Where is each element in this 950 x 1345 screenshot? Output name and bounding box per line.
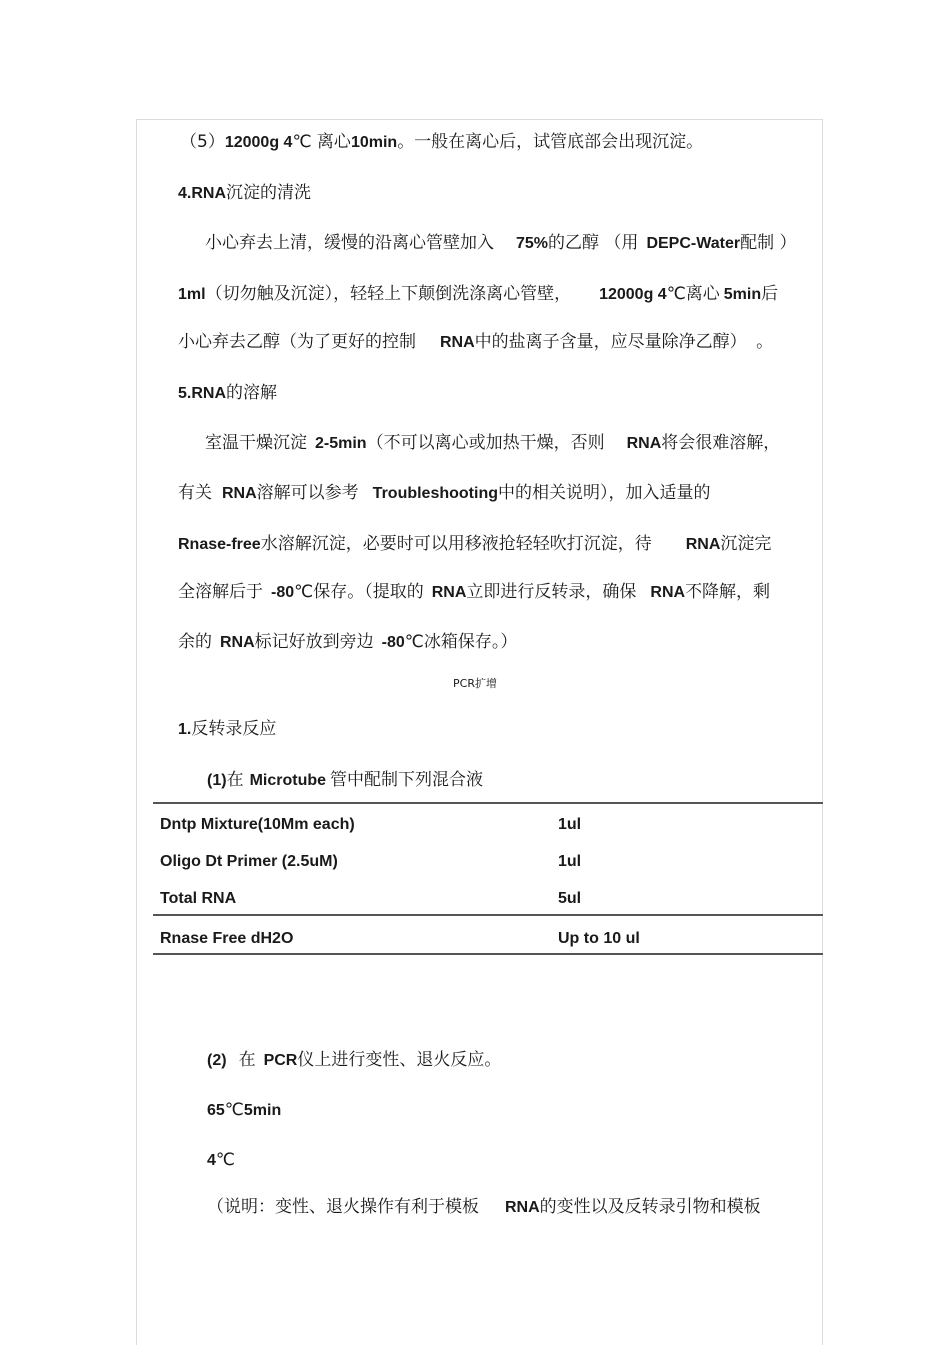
wash-line-1: 小心弃去上清，缓慢的沿离心管壁加入 75%的乙醇 （用 DEPC-Water配制 ）	[205, 233, 797, 253]
rt-step-1: (1)在 Microtube 管中配制下列混合液	[207, 770, 484, 790]
wash-line-3: 小心弃去乙醇（为了更好的控制 RNA中的盐离子含量，应尽量除净乙醇） 。	[178, 332, 774, 352]
dissolve-line-5: 余的 RNA标记好放到旁边 -80℃冰箱保存。）	[178, 632, 518, 652]
section-heading-rna-wash: 4.RNA沉淀的清洗	[178, 183, 312, 203]
explanation-note: （说明：变性、退火操作有利于模板 RNA的变性以及反转录引物和模板	[207, 1197, 761, 1217]
dissolve-line-3: Rnase-free水溶解沉淀，必要时可以用移液抢轻轻吹打沉淀，待 RNA沉淀完	[178, 534, 772, 554]
table-row: Dntp Mixture(10Mm each) 1ul	[160, 816, 582, 833]
table-top-rule	[153, 802, 823, 804]
pcr-amplification-heading: PCR扩增	[453, 677, 497, 690]
temperature-step-65: 65℃5min	[207, 1100, 282, 1120]
step-5-line: （5）12000g 4℃ 离心10min。一般在离心后，试管底部会出现沉淀。	[180, 132, 704, 152]
section-heading-rna-dissolve: 5.RNA的溶解	[178, 383, 278, 403]
temperature-step-4: 4℃	[207, 1150, 235, 1170]
dissolve-line-1: 室温干燥沉淀 2-5min（不可以离心或加热干燥，否则 RNA将会很难溶解，	[205, 433, 781, 453]
wash-line-2: 1ml（切勿触及沉淀），轻轻上下颠倒洗涤离心管壁， 12000g 4℃离心 5min后	[178, 284, 779, 304]
rt-step-2: (2) 在 PCR仪上进行变性、退火反应。	[207, 1050, 502, 1070]
table-row: Total RNA 5ul	[160, 890, 582, 907]
table-bottom-rule	[153, 953, 823, 955]
dissolve-line-2: 有关 RNA溶解可以参考 Troubleshooting中的相关说明），加入适量的	[178, 483, 711, 503]
table-row: Rnase Free dH2O Up to 10 ul	[160, 930, 640, 947]
table-mid-rule	[153, 914, 823, 916]
dissolve-line-4: 全溶解后于 -80℃保存。（提取的 RNA立即进行反转录，确保 RNA不降解，剩	[178, 582, 771, 602]
table-row: Oligo Dt Primer (2.5uM) 1ul	[160, 853, 582, 870]
section-heading-reverse-transcription: 1.反转录反应	[178, 719, 277, 739]
